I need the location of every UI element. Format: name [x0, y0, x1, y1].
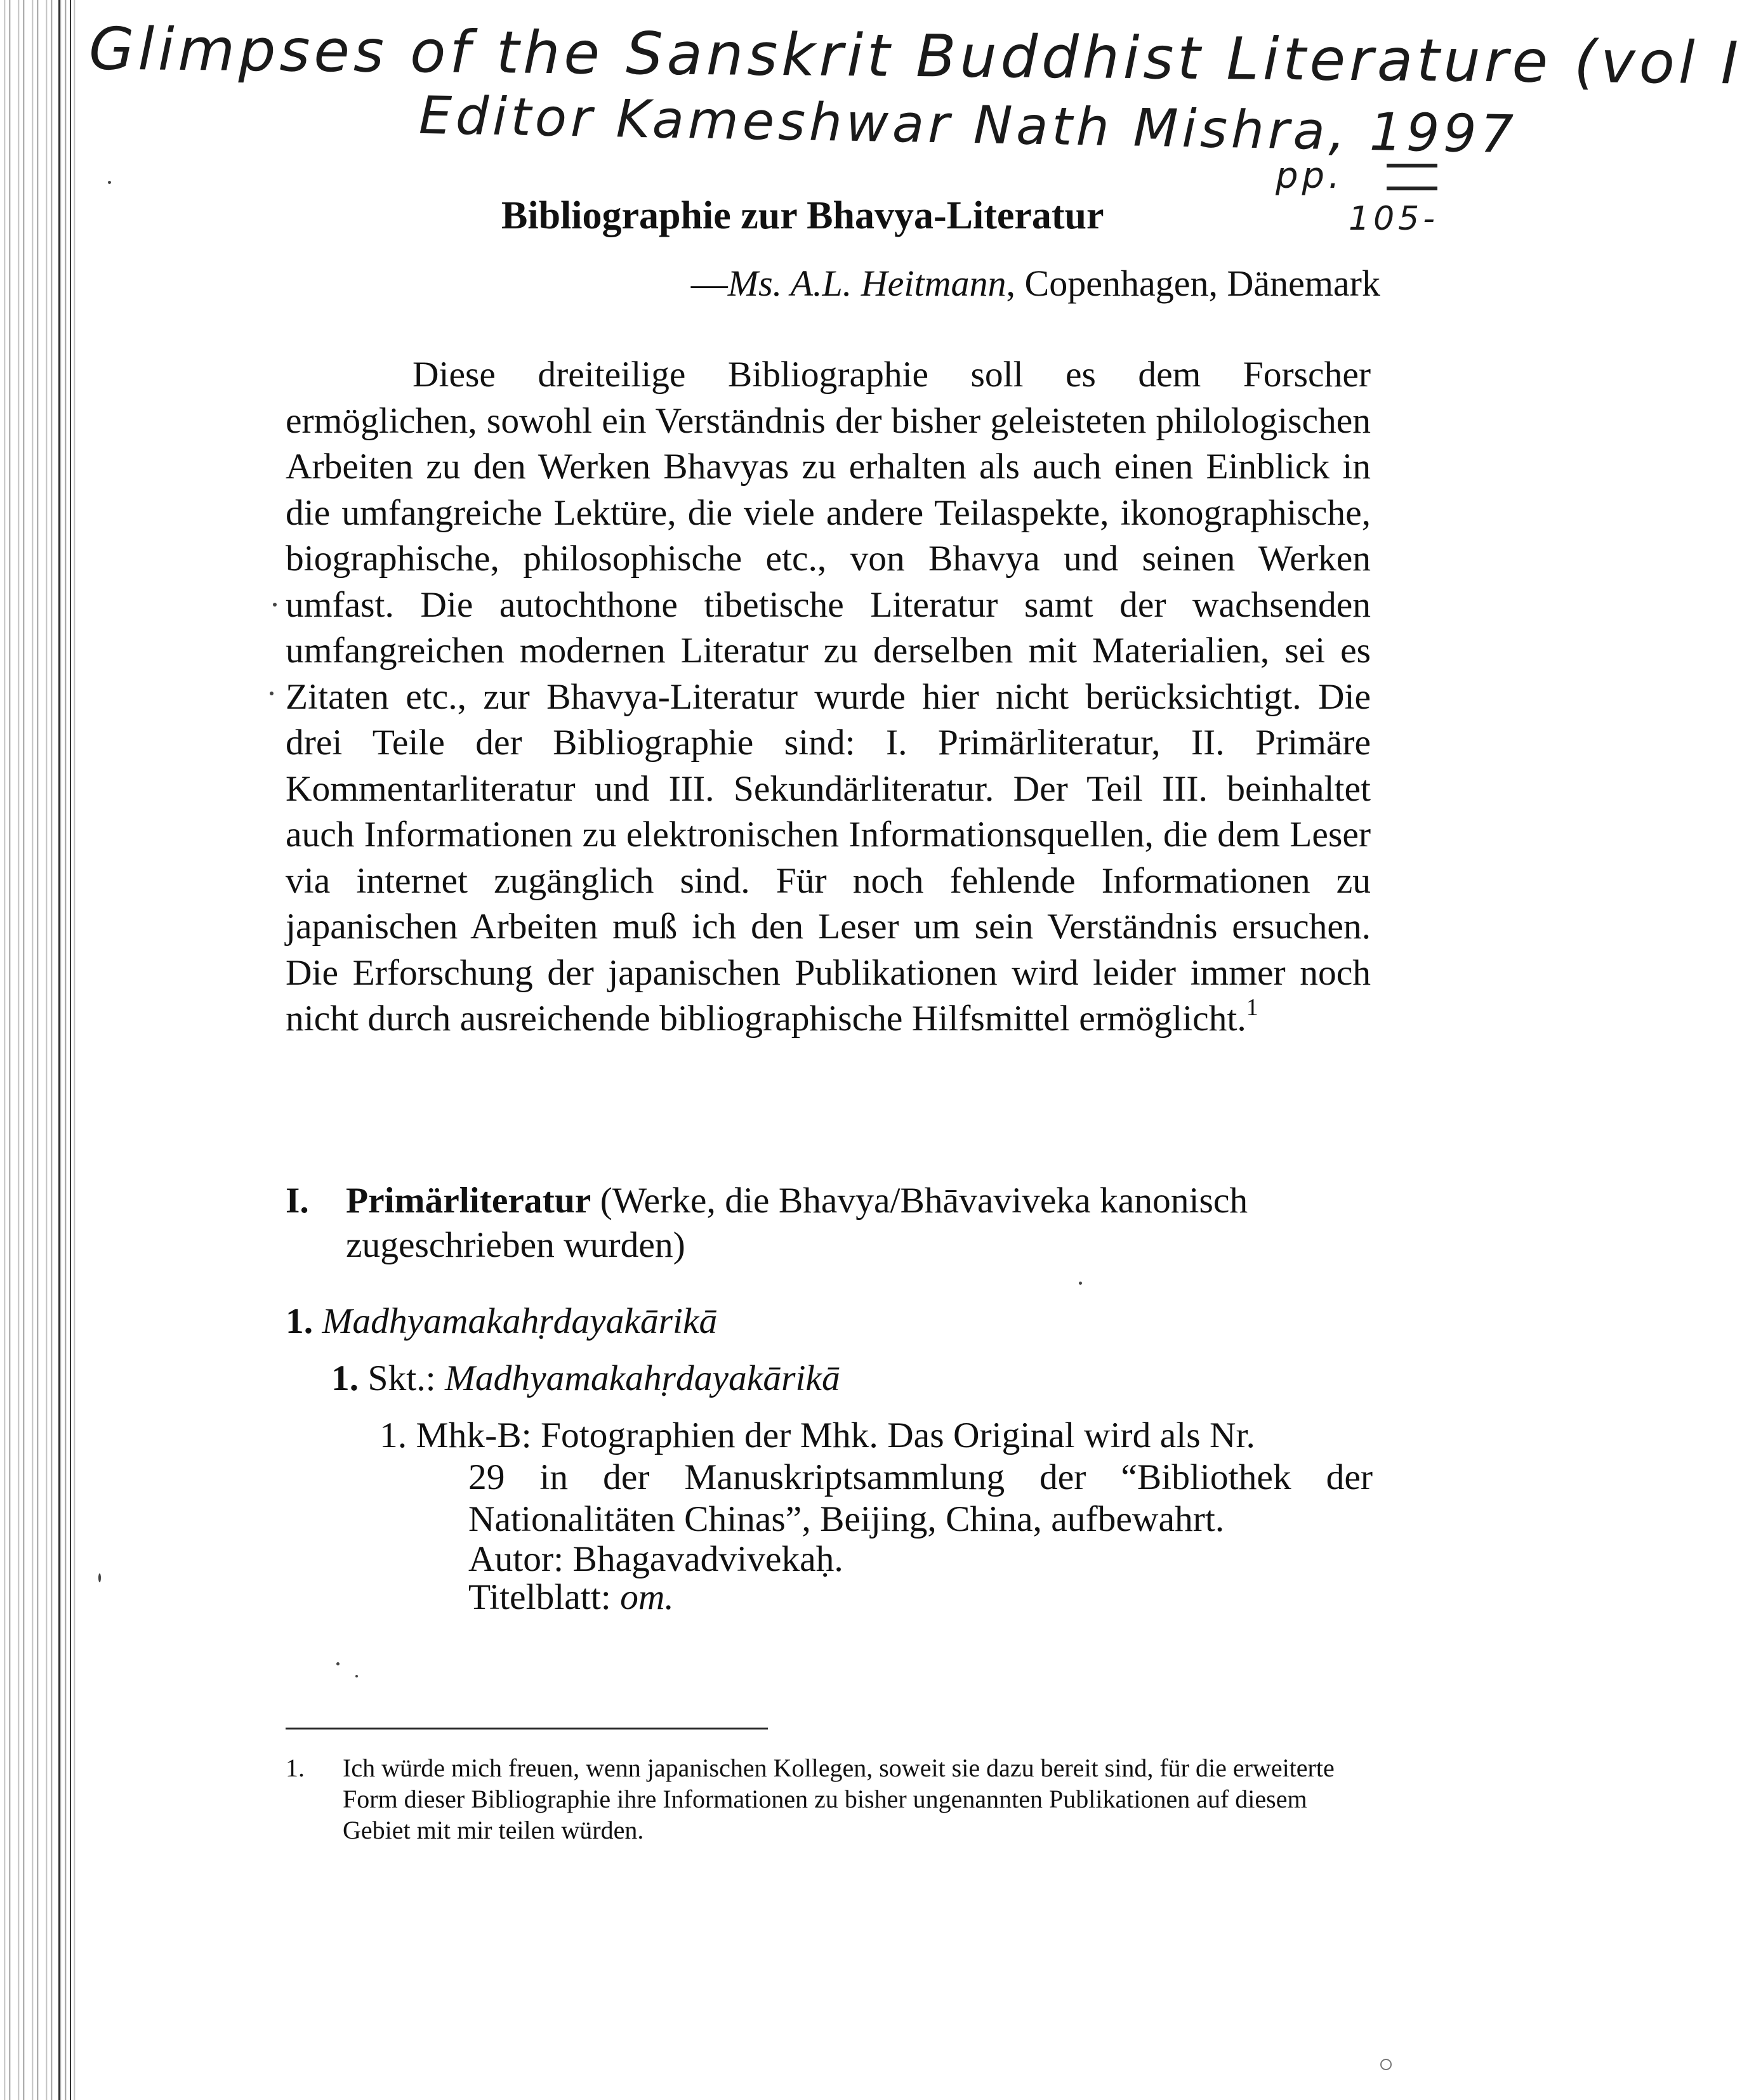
section-heading: Primärliteratur	[346, 1181, 591, 1221]
section-primaerliteratur	[286, 1179, 1371, 1268]
list-item-number: 1.	[286, 1301, 313, 1341]
footnote	[286, 1752, 1371, 1846]
entry-title-page	[468, 1578, 1373, 1617]
scan-speck	[1079, 1282, 1082, 1285]
scan-speck	[273, 603, 277, 607]
footnote-text: Ich würde mich freuen, wenn japanischen Kollegen, soweit sie dazu bereit sind, für die erweiterte Form dieser Bibliographie ihre Informationen zu bisher ungenannten Publikationen auf diesem Gebiet mit mir teilen würden.	[343, 1754, 1335, 1844]
binding-edge	[0, 0, 76, 2100]
scan-speck	[355, 1675, 358, 1677]
scan-speck	[108, 181, 111, 184]
list-item-1	[286, 1301, 717, 1342]
intro-paragraph	[286, 352, 1371, 1042]
handwritten-pages-prefix: pp.	[1276, 155, 1343, 197]
article-title: Bibliographie zur Bhavya-Literatur	[501, 194, 1104, 237]
intro-text: Diese dreiteilige Bibliographie soll es dem Forscher ermöglichen, sowohl ein Verständnis der bisher geleisteten philologischen Arbeiten zu den Werken Bhavyas zu erhalten als auch einen Einblick in die umfangreiche Lektüre, die viele andere Teilaspekte, ikonographische, biographische, philosophische etc., von Bhavya und seinen Werken umfast. Die autochthone tibetische Literatur samt der wachsenden umfangreichen modernen Literatur zu derselben mit Materialien, sei es Zitaten etc., zur Bhavya-Literatur wurde hier nicht berücksichtigt. Die drei Teile der Bibliographie sind: I. Primärliteratur, II. Primäre Kommentarliteratur und III. Sekundärliteratur. Der Teil III. beinhaltet auch Informationen zu elektronischen Informationsquellen, die dem Leser via internet zugänglich sind. Für noch fehlende Informationen zu japanischen Arbeiten muß ich den Leser um sein Verständnis ersuchen. Die Erforschung der japanischen Publikationen wird leider immer noch nicht durch ausreichende bibliographische Hilfsmittel ermöglicht.	[286, 355, 1371, 1039]
section-description: (Werke, die Bhavya/Bhāvaviveka kanonisch zugeschrieben wurden)	[346, 1181, 1248, 1265]
footnote-rule	[286, 1728, 768, 1729]
footnote-reference: 1	[1246, 994, 1258, 1021]
scan-speck	[336, 1662, 340, 1665]
article-author	[691, 262, 1380, 305]
author-dash: —	[690, 263, 728, 304]
scan-speck	[1380, 2059, 1392, 2070]
handwritten-strikeout	[1387, 164, 1437, 190]
scan-speck	[98, 1573, 101, 1582]
author-location: , Copenhagen, Dänemark	[1006, 263, 1380, 304]
section-numeral: I.	[286, 1181, 309, 1221]
entry-title-value: om.	[620, 1577, 674, 1617]
scan-speck	[270, 692, 274, 695]
sub-item-label: Skt.:	[367, 1358, 445, 1398]
binding-line	[70, 0, 71, 2100]
entry-title-label: Titelblatt:	[468, 1577, 621, 1617]
sub-item-1	[331, 1358, 840, 1400]
entry-lead: Mhk-B: Fotographien der Mhk. Das Original wird als Nr.	[407, 1415, 1255, 1455]
entry-number: 1.	[379, 1415, 407, 1455]
list-item-title: Madhyamakahṛdayakārikā	[322, 1301, 718, 1341]
handwritten-source-line: Glimpses of the Sanskrit Buddhist Literature (vol I	[88, 15, 1742, 98]
bibliography-entry-1	[379, 1415, 1373, 1617]
entry-author: Autor: Bhagavadvivekaḥ.	[468, 1539, 843, 1579]
sub-item-title: Madhyamakahṛdayakārikā	[444, 1358, 840, 1398]
entry-lead-line	[379, 1415, 1373, 1457]
handwritten-editor-line: Editor Kameshwar Nath Mishra, 1997	[418, 85, 1518, 166]
section-heading-block	[346, 1179, 1371, 1268]
handwritten-pages: 105-	[1349, 200, 1439, 238]
author-name: Ms. A.L. Heitmann	[727, 263, 1006, 304]
footnote-number: 1.	[286, 1754, 305, 1782]
sub-item-number: 1.	[331, 1358, 359, 1398]
entry-description: 29 in der Manuskriptsammlung der “Bibliothek der Nationalitäten Chinas”, Beijing, China, aufbewahrt.	[468, 1457, 1373, 1539]
binding-line	[58, 0, 60, 2100]
